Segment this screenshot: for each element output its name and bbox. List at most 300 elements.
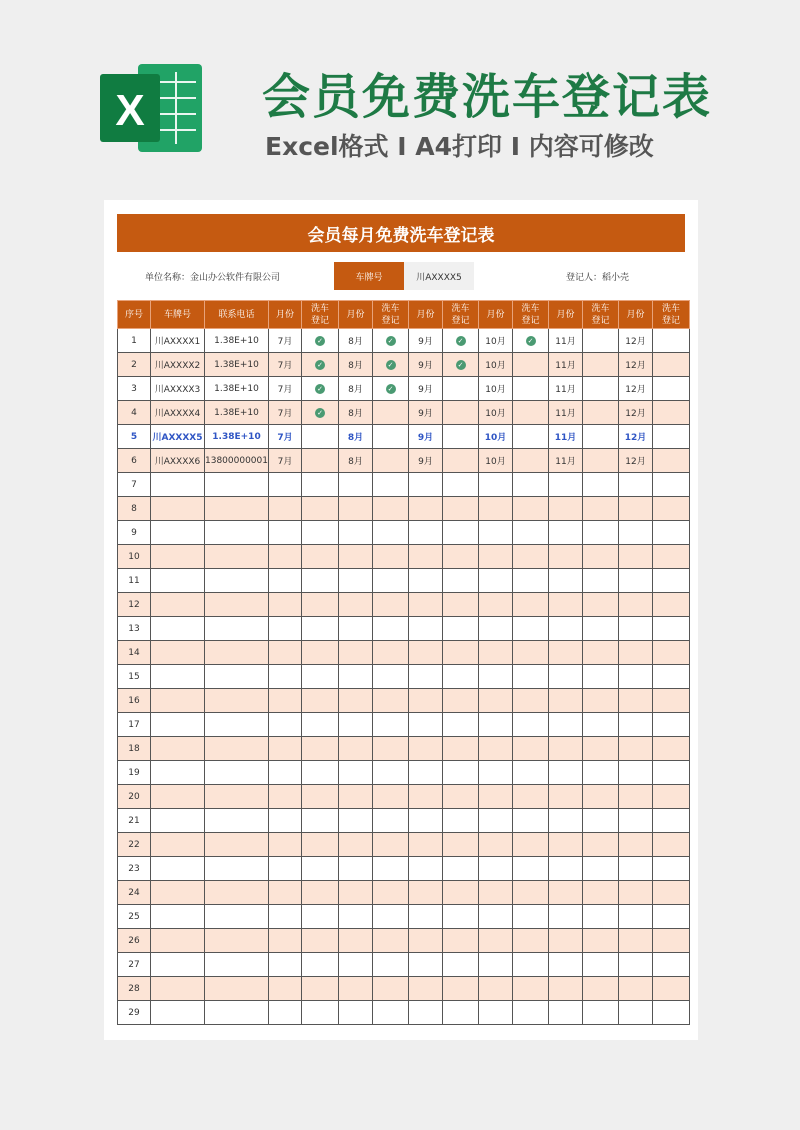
empty-cell[interactable] (619, 929, 653, 953)
empty-cell[interactable] (479, 953, 513, 977)
empty-cell[interactable] (479, 809, 513, 833)
empty-cell[interactable] (409, 593, 443, 617)
empty-cell[interactable] (653, 953, 690, 977)
empty-cell[interactable] (513, 857, 549, 881)
wash-check-cell[interactable] (653, 329, 690, 353)
empty-cell[interactable] (513, 833, 549, 857)
month-cell[interactable]: 11月 (549, 353, 583, 377)
empty-cell[interactable] (205, 593, 269, 617)
empty-cell[interactable] (373, 617, 409, 641)
empty-cell[interactable] (151, 737, 205, 761)
empty-cell[interactable] (409, 713, 443, 737)
month-cell[interactable]: 11月 (549, 401, 583, 425)
empty-cell[interactable] (513, 737, 549, 761)
empty-cell[interactable] (513, 593, 549, 617)
empty-cell[interactable] (549, 977, 583, 1001)
empty-cell[interactable] (151, 857, 205, 881)
wash-check-cell[interactable] (513, 425, 549, 449)
empty-cell[interactable] (373, 569, 409, 593)
empty-cell[interactable] (549, 761, 583, 785)
empty-cell[interactable] (619, 809, 653, 833)
empty-cell[interactable] (513, 521, 549, 545)
empty-cell[interactable] (479, 1001, 513, 1025)
empty-cell[interactable] (583, 905, 619, 929)
empty-cell[interactable] (513, 569, 549, 593)
empty-cell[interactable] (373, 665, 409, 689)
empty-cell[interactable] (513, 713, 549, 737)
empty-cell[interactable] (151, 497, 205, 521)
row-number[interactable]: 19 (118, 761, 151, 785)
empty-cell[interactable] (269, 473, 302, 497)
empty-cell[interactable] (409, 641, 443, 665)
empty-cell[interactable] (339, 473, 373, 497)
empty-cell[interactable] (479, 977, 513, 1001)
wash-check-cell[interactable] (302, 449, 339, 473)
empty-cell[interactable] (479, 785, 513, 809)
wash-check-cell[interactable] (373, 401, 409, 425)
wash-check-cell[interactable] (653, 353, 690, 377)
empty-cell[interactable] (513, 1001, 549, 1025)
empty-cell[interactable] (549, 689, 583, 713)
month-cell[interactable]: 8月 (339, 353, 373, 377)
empty-cell[interactable] (269, 881, 302, 905)
empty-cell[interactable] (653, 761, 690, 785)
empty-cell[interactable] (205, 641, 269, 665)
month-cell[interactable]: 10月 (479, 377, 513, 401)
empty-cell[interactable] (619, 785, 653, 809)
empty-cell[interactable] (373, 929, 409, 953)
empty-cell[interactable] (653, 905, 690, 929)
empty-cell[interactable] (205, 497, 269, 521)
month-cell[interactable]: 8月 (339, 449, 373, 473)
empty-cell[interactable] (205, 1001, 269, 1025)
empty-cell[interactable] (653, 665, 690, 689)
month-cell[interactable]: 12月 (619, 449, 653, 473)
empty-cell[interactable] (151, 713, 205, 737)
empty-cell[interactable] (513, 545, 549, 569)
phone-cell[interactable]: 1.38E+10 (205, 377, 269, 401)
row-number[interactable]: 11 (118, 569, 151, 593)
empty-cell[interactable] (513, 881, 549, 905)
row-number[interactable]: 3 (118, 377, 151, 401)
empty-cell[interactable] (619, 737, 653, 761)
month-cell[interactable]: 7月 (269, 401, 302, 425)
row-number[interactable]: 28 (118, 977, 151, 1001)
empty-cell[interactable] (583, 1001, 619, 1025)
empty-cell[interactable] (479, 713, 513, 737)
wash-check-cell[interactable] (302, 401, 339, 425)
empty-cell[interactable] (549, 569, 583, 593)
empty-cell[interactable] (619, 665, 653, 689)
row-number[interactable]: 7 (118, 473, 151, 497)
empty-cell[interactable] (653, 569, 690, 593)
empty-cell[interactable] (619, 569, 653, 593)
empty-cell[interactable] (269, 665, 302, 689)
empty-cell[interactable] (339, 617, 373, 641)
month-cell[interactable]: 12月 (619, 377, 653, 401)
row-number[interactable]: 15 (118, 665, 151, 689)
empty-cell[interactable] (479, 641, 513, 665)
empty-cell[interactable] (269, 497, 302, 521)
empty-cell[interactable] (151, 905, 205, 929)
empty-cell[interactable] (549, 809, 583, 833)
wash-check-cell[interactable] (443, 401, 479, 425)
empty-cell[interactable] (513, 617, 549, 641)
month-cell[interactable]: 11月 (549, 449, 583, 473)
wash-check-cell[interactable] (583, 377, 619, 401)
month-cell[interactable]: 8月 (339, 401, 373, 425)
row-number[interactable]: 1 (118, 329, 151, 353)
empty-cell[interactable] (302, 977, 339, 1001)
empty-cell[interactable] (373, 1001, 409, 1025)
wash-check-cell[interactable] (373, 353, 409, 377)
empty-cell[interactable] (479, 761, 513, 785)
month-cell[interactable]: 10月 (479, 449, 513, 473)
month-cell[interactable]: 10月 (479, 329, 513, 353)
empty-cell[interactable] (513, 929, 549, 953)
empty-cell[interactable] (583, 641, 619, 665)
row-number[interactable]: 6 (118, 449, 151, 473)
empty-cell[interactable] (549, 545, 583, 569)
empty-cell[interactable] (583, 809, 619, 833)
empty-cell[interactable] (151, 689, 205, 713)
empty-cell[interactable] (373, 689, 409, 713)
empty-cell[interactable] (549, 881, 583, 905)
empty-cell[interactable] (302, 713, 339, 737)
empty-cell[interactable] (205, 929, 269, 953)
empty-cell[interactable] (653, 929, 690, 953)
empty-cell[interactable] (339, 929, 373, 953)
empty-cell[interactable] (549, 905, 583, 929)
empty-cell[interactable] (583, 497, 619, 521)
empty-cell[interactable] (583, 857, 619, 881)
row-number[interactable]: 24 (118, 881, 151, 905)
empty-cell[interactable] (151, 641, 205, 665)
empty-cell[interactable] (479, 737, 513, 761)
empty-cell[interactable] (409, 617, 443, 641)
month-cell[interactable]: 9月 (409, 401, 443, 425)
row-number[interactable]: 29 (118, 1001, 151, 1025)
empty-cell[interactable] (513, 809, 549, 833)
row-number[interactable]: 14 (118, 641, 151, 665)
plate-cell[interactable]: 川AXXXX5 (151, 425, 205, 449)
wash-check-cell[interactable] (373, 377, 409, 401)
month-cell[interactable]: 8月 (339, 425, 373, 449)
empty-cell[interactable] (205, 977, 269, 1001)
month-cell[interactable]: 10月 (479, 401, 513, 425)
empty-cell[interactable] (151, 617, 205, 641)
plate-cell[interactable]: 川AXXXX4 (151, 401, 205, 425)
empty-cell[interactable] (151, 521, 205, 545)
empty-cell[interactable] (409, 809, 443, 833)
empty-cell[interactable] (443, 617, 479, 641)
empty-cell[interactable] (619, 833, 653, 857)
empty-cell[interactable] (479, 665, 513, 689)
empty-cell[interactable] (549, 785, 583, 809)
empty-cell[interactable] (339, 809, 373, 833)
empty-cell[interactable] (373, 953, 409, 977)
empty-cell[interactable] (443, 929, 479, 953)
empty-cell[interactable] (302, 617, 339, 641)
empty-cell[interactable] (151, 761, 205, 785)
empty-cell[interactable] (583, 689, 619, 713)
empty-cell[interactable] (373, 497, 409, 521)
wash-check-cell[interactable] (513, 353, 549, 377)
empty-cell[interactable] (205, 569, 269, 593)
empty-cell[interactable] (409, 905, 443, 929)
wash-check-cell[interactable] (302, 329, 339, 353)
empty-cell[interactable] (269, 809, 302, 833)
empty-cell[interactable] (302, 881, 339, 905)
wash-check-cell[interactable] (513, 377, 549, 401)
empty-cell[interactable] (549, 1001, 583, 1025)
month-cell[interactable]: 7月 (269, 449, 302, 473)
month-cell[interactable]: 9月 (409, 449, 443, 473)
row-number[interactable]: 12 (118, 593, 151, 617)
empty-cell[interactable] (269, 593, 302, 617)
phone-cell[interactable]: 1.38E+10 (205, 329, 269, 353)
empty-cell[interactable] (409, 761, 443, 785)
empty-cell[interactable] (409, 545, 443, 569)
empty-cell[interactable] (339, 497, 373, 521)
empty-cell[interactable] (479, 593, 513, 617)
empty-cell[interactable] (583, 665, 619, 689)
empty-cell[interactable] (443, 521, 479, 545)
empty-cell[interactable] (151, 809, 205, 833)
empty-cell[interactable] (302, 545, 339, 569)
empty-cell[interactable] (339, 857, 373, 881)
empty-cell[interactable] (269, 689, 302, 713)
empty-cell[interactable] (339, 665, 373, 689)
empty-cell[interactable] (151, 569, 205, 593)
wash-check-cell[interactable] (302, 353, 339, 377)
plate-cell[interactable]: 川AXXXX6 (151, 449, 205, 473)
empty-cell[interactable] (549, 833, 583, 857)
empty-cell[interactable] (513, 905, 549, 929)
empty-cell[interactable] (373, 977, 409, 1001)
empty-cell[interactable] (269, 833, 302, 857)
empty-cell[interactable] (479, 857, 513, 881)
empty-cell[interactable] (409, 689, 443, 713)
empty-cell[interactable] (583, 977, 619, 1001)
empty-cell[interactable] (443, 713, 479, 737)
empty-cell[interactable] (513, 977, 549, 1001)
empty-cell[interactable] (619, 521, 653, 545)
empty-cell[interactable] (151, 977, 205, 1001)
month-cell[interactable]: 7月 (269, 329, 302, 353)
empty-cell[interactable] (205, 713, 269, 737)
empty-cell[interactable] (549, 497, 583, 521)
empty-cell[interactable] (302, 857, 339, 881)
empty-cell[interactable] (549, 617, 583, 641)
empty-cell[interactable] (619, 1001, 653, 1025)
empty-cell[interactable] (151, 473, 205, 497)
row-number[interactable]: 17 (118, 713, 151, 737)
empty-cell[interactable] (302, 665, 339, 689)
empty-cell[interactable] (653, 857, 690, 881)
empty-cell[interactable] (583, 521, 619, 545)
empty-cell[interactable] (205, 833, 269, 857)
empty-cell[interactable] (443, 785, 479, 809)
wash-check-cell[interactable] (583, 449, 619, 473)
empty-cell[interactable] (653, 641, 690, 665)
empty-cell[interactable] (339, 1001, 373, 1025)
empty-cell[interactable] (269, 905, 302, 929)
empty-cell[interactable] (302, 761, 339, 785)
empty-cell[interactable] (653, 713, 690, 737)
wash-check-cell[interactable] (302, 425, 339, 449)
empty-cell[interactable] (443, 809, 479, 833)
empty-cell[interactable] (479, 617, 513, 641)
wash-check-cell[interactable] (653, 401, 690, 425)
empty-cell[interactable] (443, 881, 479, 905)
row-number[interactable]: 9 (118, 521, 151, 545)
empty-cell[interactable] (205, 521, 269, 545)
month-cell[interactable]: 11月 (549, 377, 583, 401)
empty-cell[interactable] (339, 593, 373, 617)
month-cell[interactable]: 8月 (339, 377, 373, 401)
empty-cell[interactable] (339, 641, 373, 665)
empty-cell[interactable] (619, 617, 653, 641)
empty-cell[interactable] (269, 641, 302, 665)
wash-check-cell[interactable] (513, 329, 549, 353)
empty-cell[interactable] (479, 833, 513, 857)
empty-cell[interactable] (479, 569, 513, 593)
empty-cell[interactable] (583, 881, 619, 905)
empty-cell[interactable] (269, 569, 302, 593)
empty-cell[interactable] (373, 473, 409, 497)
empty-cell[interactable] (583, 545, 619, 569)
empty-cell[interactable] (269, 761, 302, 785)
empty-cell[interactable] (409, 857, 443, 881)
empty-cell[interactable] (269, 617, 302, 641)
empty-cell[interactable] (549, 857, 583, 881)
empty-cell[interactable] (409, 473, 443, 497)
row-number[interactable]: 16 (118, 689, 151, 713)
empty-cell[interactable] (409, 977, 443, 1001)
empty-cell[interactable] (549, 593, 583, 617)
empty-cell[interactable] (653, 737, 690, 761)
wash-check-cell[interactable] (373, 329, 409, 353)
empty-cell[interactable] (339, 569, 373, 593)
empty-cell[interactable] (619, 953, 653, 977)
empty-cell[interactable] (339, 977, 373, 1001)
empty-cell[interactable] (151, 881, 205, 905)
row-number[interactable]: 22 (118, 833, 151, 857)
wash-check-cell[interactable] (513, 401, 549, 425)
empty-cell[interactable] (373, 593, 409, 617)
empty-cell[interactable] (479, 497, 513, 521)
empty-cell[interactable] (583, 713, 619, 737)
empty-cell[interactable] (269, 857, 302, 881)
empty-cell[interactable] (373, 809, 409, 833)
empty-cell[interactable] (302, 497, 339, 521)
month-cell[interactable]: 9月 (409, 329, 443, 353)
empty-cell[interactable] (513, 689, 549, 713)
empty-cell[interactable] (653, 1001, 690, 1025)
empty-cell[interactable] (619, 905, 653, 929)
empty-cell[interactable] (269, 953, 302, 977)
empty-cell[interactable] (549, 473, 583, 497)
empty-cell[interactable] (302, 905, 339, 929)
empty-cell[interactable] (443, 569, 479, 593)
empty-cell[interactable] (409, 785, 443, 809)
row-number[interactable]: 2 (118, 353, 151, 377)
wash-check-cell[interactable] (653, 425, 690, 449)
empty-cell[interactable] (619, 641, 653, 665)
empty-cell[interactable] (339, 761, 373, 785)
empty-cell[interactable] (373, 881, 409, 905)
empty-cell[interactable] (409, 929, 443, 953)
row-number[interactable]: 4 (118, 401, 151, 425)
empty-cell[interactable] (269, 929, 302, 953)
empty-cell[interactable] (443, 977, 479, 1001)
empty-cell[interactable] (653, 497, 690, 521)
empty-cell[interactable] (443, 545, 479, 569)
empty-cell[interactable] (205, 545, 269, 569)
empty-cell[interactable] (653, 545, 690, 569)
empty-cell[interactable] (513, 785, 549, 809)
empty-cell[interactable] (302, 641, 339, 665)
empty-cell[interactable] (479, 545, 513, 569)
empty-cell[interactable] (205, 761, 269, 785)
empty-cell[interactable] (151, 833, 205, 857)
empty-cell[interactable] (619, 857, 653, 881)
empty-cell[interactable] (513, 953, 549, 977)
empty-cell[interactable] (205, 617, 269, 641)
empty-cell[interactable] (479, 905, 513, 929)
empty-cell[interactable] (205, 473, 269, 497)
empty-cell[interactable] (583, 617, 619, 641)
empty-cell[interactable] (653, 881, 690, 905)
empty-cell[interactable] (409, 521, 443, 545)
empty-cell[interactable] (619, 593, 653, 617)
month-cell[interactable]: 12月 (619, 425, 653, 449)
month-cell[interactable]: 12月 (619, 329, 653, 353)
phone-cell[interactable]: 1.38E+10 (205, 401, 269, 425)
empty-cell[interactable] (373, 857, 409, 881)
empty-cell[interactable] (653, 833, 690, 857)
empty-cell[interactable] (302, 689, 339, 713)
month-cell[interactable]: 9月 (409, 353, 443, 377)
empty-cell[interactable] (302, 929, 339, 953)
empty-cell[interactable] (619, 473, 653, 497)
empty-cell[interactable] (205, 881, 269, 905)
empty-cell[interactable] (513, 497, 549, 521)
empty-cell[interactable] (443, 593, 479, 617)
empty-cell[interactable] (513, 473, 549, 497)
empty-cell[interactable] (619, 545, 653, 569)
empty-cell[interactable] (513, 761, 549, 785)
empty-cell[interactable] (549, 929, 583, 953)
empty-cell[interactable] (443, 761, 479, 785)
empty-cell[interactable] (373, 545, 409, 569)
empty-cell[interactable] (583, 737, 619, 761)
wash-check-cell[interactable] (302, 377, 339, 401)
empty-cell[interactable] (373, 761, 409, 785)
empty-cell[interactable] (269, 785, 302, 809)
empty-cell[interactable] (619, 881, 653, 905)
month-cell[interactable]: 9月 (409, 377, 443, 401)
phone-cell[interactable]: 1.38E+10 (205, 425, 269, 449)
empty-cell[interactable] (339, 881, 373, 905)
empty-cell[interactable] (583, 593, 619, 617)
month-cell[interactable]: 7月 (269, 425, 302, 449)
empty-cell[interactable] (653, 473, 690, 497)
empty-cell[interactable] (549, 713, 583, 737)
empty-cell[interactable] (373, 905, 409, 929)
empty-cell[interactable] (443, 1001, 479, 1025)
